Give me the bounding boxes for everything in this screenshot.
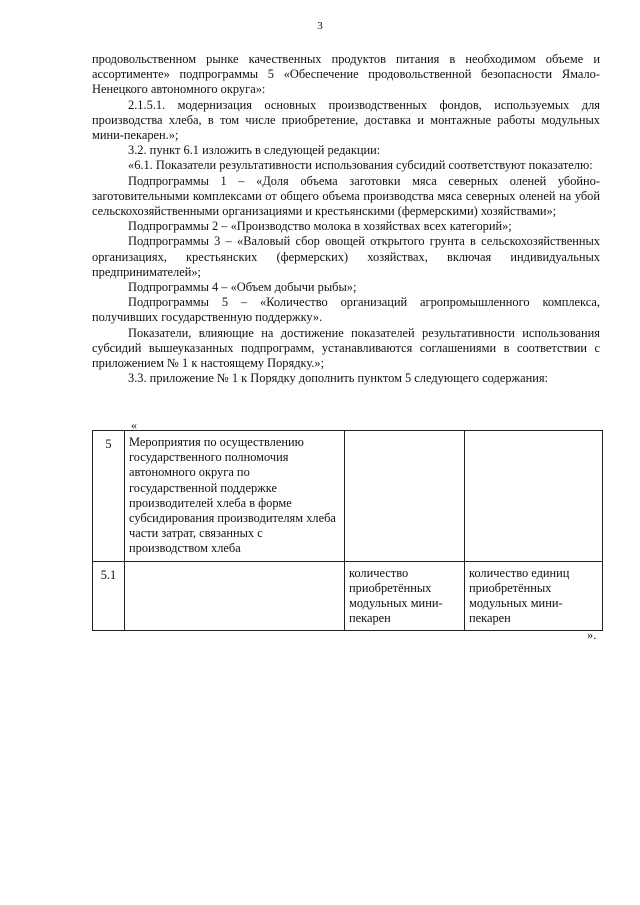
paragraph: Подпрограммы 1 – «Доля объема заготовки мяса северных оленей убойно-заготовительными комплексами от общего объема производства мяса северных оленей на убой сельскохозяйственными организациями и крестьянскими (фермерскими) хозяйствами»; (92, 173, 600, 219)
paragraph: 3.3. приложение № 1 к Порядку дополнить пунктом 5 следующего содержания: (128, 371, 548, 386)
table-cell-event (125, 561, 345, 631)
appendix-table (92, 430, 603, 631)
paragraph: продовольственном рынке качественных продуктов питания в необходимом объеме и ассортименте» подпрограммы 5 «Обеспечение продовольственной безопасности Ямало-Ненецкого автономного округа»: (92, 52, 600, 97)
closing-quote: ». (587, 628, 597, 642)
paragraph: Подпрограммы 4 – «Объем добычи рыбы»; (128, 280, 357, 295)
opening-quote: « (131, 418, 137, 432)
table-row (93, 561, 603, 631)
paragraph: «6.1. Показатели результативности использования субсидий соответствуют показателю: (128, 158, 593, 173)
table-cell-unit (465, 431, 603, 562)
table-row (93, 431, 603, 562)
paragraph: 2.1.5.1. модернизация основных производственных фондов, используемых для производства хлеба, в том числе приобретение, доставка и монтажные работы модульных мини-пекарен.»; (92, 97, 600, 143)
paragraph: Подпрограммы 5 – «Количество организаций агропромышленного комплекса, получивших государственную поддержку». (92, 295, 600, 325)
table-cell-event: Мероприятия по осуществлению государственного полномочия автономного округа по государственной поддержке производителей хлеба в форме субсидирования производителям хлеба части затрат, связанных с производством хлеба (125, 431, 345, 562)
document-body (92, 52, 600, 386)
paragraph: Показатели, влияющие на достижение показателей результативности использования субсидий вышеуказанных подпрограмм, устанавливаются соглашениями в соответствии с приложением № 1 к настоящему Порядку.»; (92, 325, 600, 371)
table-cell-indicator: количество приобретённых модульных мини-пекарен (345, 561, 465, 631)
table-cell-unit: количество единиц приобретённых модульных мини-пекарен (465, 561, 603, 631)
paragraph: Подпрограммы 3 – «Валовый сбор овощей открытого грунта в сельскохозяйственных организациях, крестьянских (фермерских) хозяйствах, включая индивидуальных предпринимателей»; (92, 234, 600, 279)
table-cell-indicator (345, 431, 465, 562)
paragraph: 3.2. пункт 6.1 изложить в следующей редакции: (128, 143, 381, 158)
table-cell-num: 5 (93, 431, 125, 562)
page-number: 3 (317, 20, 323, 32)
paragraph: Подпрограммы 2 – «Производство молока в хозяйствах всех категорий»; (128, 219, 512, 234)
table-cell-num: 5.1 (93, 561, 125, 631)
